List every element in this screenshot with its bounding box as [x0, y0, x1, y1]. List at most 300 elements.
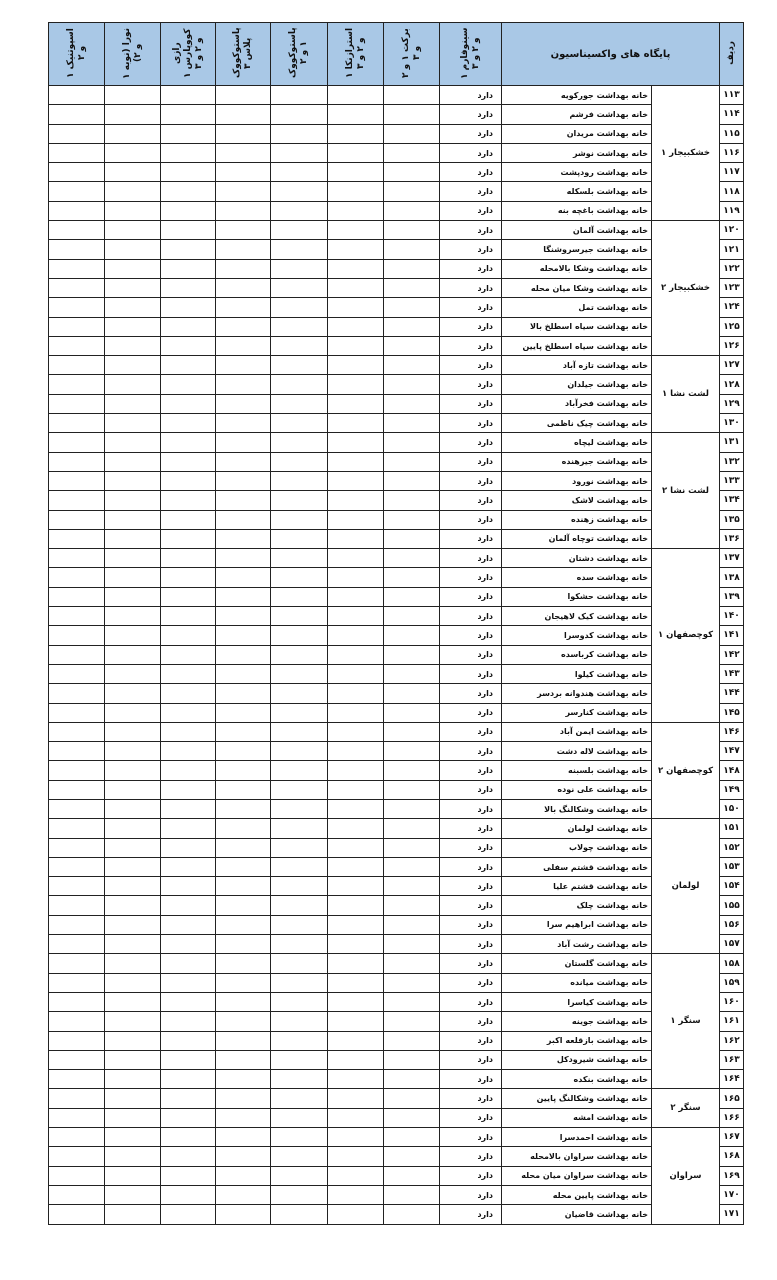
empty-cell [384, 356, 440, 375]
empty-cell [161, 375, 216, 394]
empty-cell [271, 722, 328, 741]
empty-cell [49, 549, 105, 568]
empty-cell [384, 1050, 440, 1069]
sinopharm-availability: دارد [440, 1031, 502, 1050]
empty-cell [271, 414, 328, 433]
empty-cell [271, 761, 328, 780]
header-row-number: ردیف [720, 23, 744, 86]
row-number: ۱۲۴ [720, 298, 744, 317]
table-row [49, 336, 744, 355]
empty-cell [328, 761, 384, 780]
empty-cell [105, 298, 161, 317]
empty-cell [105, 221, 161, 240]
empty-cell [216, 1012, 271, 1031]
empty-cell [49, 1050, 105, 1069]
empty-cell [161, 1089, 216, 1108]
table-row [49, 587, 744, 606]
empty-cell [271, 1166, 328, 1185]
empty-cell [49, 780, 105, 799]
empty-cell [161, 201, 216, 220]
empty-cell [216, 510, 271, 529]
header-astrazeneca: استرازنکا ۱ و ۲ و ۳ [328, 23, 384, 86]
empty-cell [161, 124, 216, 143]
empty-cell [328, 1147, 384, 1166]
sinopharm-availability: دارد [440, 1128, 502, 1147]
empty-cell [49, 1070, 105, 1089]
row-number: ۱۲۹ [720, 394, 744, 413]
empty-cell [271, 298, 328, 317]
health-house-name: خانه بهداشت بلسکله [502, 182, 652, 201]
empty-cell [105, 1050, 161, 1069]
empty-cell [49, 1031, 105, 1050]
health-house-name: خانه بهداشت میانده [502, 973, 652, 992]
empty-cell [49, 143, 105, 162]
empty-cell [271, 143, 328, 162]
table-row [49, 317, 744, 336]
table-row [49, 1205, 744, 1224]
empty-cell [161, 1166, 216, 1185]
empty-cell [384, 124, 440, 143]
empty-cell [216, 877, 271, 896]
sinopharm-availability: دارد [440, 1108, 502, 1127]
empty-cell [384, 529, 440, 548]
empty-cell [216, 1185, 271, 1204]
empty-cell [216, 703, 271, 722]
empty-cell [216, 915, 271, 934]
empty-cell [328, 780, 384, 799]
empty-cell [216, 163, 271, 182]
empty-cell [161, 491, 216, 510]
empty-cell [161, 471, 216, 490]
header-row [49, 23, 744, 86]
row-number: ۱۶۹ [720, 1166, 744, 1185]
empty-cell [105, 336, 161, 355]
empty-cell [216, 240, 271, 259]
empty-cell [105, 1031, 161, 1050]
table-row [49, 394, 744, 413]
table-row [49, 954, 744, 973]
sinopharm-availability: دارد [440, 529, 502, 548]
empty-cell [105, 529, 161, 548]
empty-cell [216, 278, 271, 297]
row-number: ۱۱۵ [720, 124, 744, 143]
empty-cell [161, 356, 216, 375]
empty-cell [105, 1089, 161, 1108]
empty-cell [328, 317, 384, 336]
empty-cell [105, 259, 161, 278]
health-house-name: خانه بهداشت جوینه [502, 1012, 652, 1031]
sinopharm-availability: دارد [440, 954, 502, 973]
empty-cell [384, 819, 440, 838]
health-house-name: خانه بهداشت وشکا میان محله [502, 278, 652, 297]
health-house-name: خانه بهداشت چلک [502, 896, 652, 915]
empty-cell [328, 491, 384, 510]
empty-cell [271, 491, 328, 510]
empty-cell [49, 529, 105, 548]
empty-cell [105, 491, 161, 510]
empty-cell [49, 510, 105, 529]
row-number: ۱۲۶ [720, 336, 744, 355]
empty-cell [271, 105, 328, 124]
empty-cell [216, 221, 271, 240]
empty-cell [105, 954, 161, 973]
header-pastocovac: پاستوکووک ۱ و ۲ [271, 23, 328, 86]
empty-cell [271, 954, 328, 973]
row-number: ۱۶۰ [720, 992, 744, 1011]
empty-cell [271, 1205, 328, 1224]
health-house-name: خانه بهداشت دشتان [502, 549, 652, 568]
health-house-name: خانه بهداشت چولاب [502, 838, 652, 857]
empty-cell [216, 1031, 271, 1050]
empty-cell [161, 626, 216, 645]
empty-cell [384, 954, 440, 973]
empty-cell [328, 394, 384, 413]
empty-cell [105, 1128, 161, 1147]
empty-cell [105, 433, 161, 452]
empty-cell [161, 394, 216, 413]
empty-cell [328, 356, 384, 375]
row-number: ۱۵۱ [720, 819, 744, 838]
empty-cell [271, 1147, 328, 1166]
empty-cell [384, 240, 440, 259]
row-number: ۱۴۰ [720, 607, 744, 626]
empty-cell [161, 1205, 216, 1224]
empty-cell [105, 105, 161, 124]
empty-cell [216, 954, 271, 973]
empty-cell [105, 626, 161, 645]
health-house-name: خانه بهداشت جیرسروشنگا [502, 240, 652, 259]
row-number: ۱۲۲ [720, 259, 744, 278]
empty-cell [384, 1031, 440, 1050]
empty-cell [271, 375, 328, 394]
empty-cell [49, 414, 105, 433]
row-number: ۱۴۲ [720, 645, 744, 664]
empty-cell [49, 259, 105, 278]
table-row [49, 857, 744, 876]
health-house-name: خانه بهداشت فخرآباد [502, 394, 652, 413]
empty-cell [271, 780, 328, 799]
health-house-name: خانه بهداشت جیلدان [502, 375, 652, 394]
sinopharm-availability: دارد [440, 163, 502, 182]
empty-cell [384, 915, 440, 934]
empty-cell [216, 742, 271, 761]
empty-cell [271, 703, 328, 722]
empty-cell [105, 799, 161, 818]
table-row [49, 664, 744, 683]
empty-cell [328, 915, 384, 934]
empty-cell [49, 86, 105, 105]
sinopharm-availability: دارد [440, 568, 502, 587]
health-house-name: خانه بهداشت تازه آباد [502, 356, 652, 375]
empty-cell [216, 626, 271, 645]
empty-cell [161, 954, 216, 973]
empty-cell [161, 221, 216, 240]
empty-cell [161, 317, 216, 336]
table-row [49, 819, 744, 838]
header-novavax: نورا (نوبه ۱ و ۲) [105, 23, 161, 86]
empty-cell [271, 1185, 328, 1204]
empty-cell [384, 992, 440, 1011]
empty-cell [161, 992, 216, 1011]
empty-cell [49, 394, 105, 413]
empty-cell [271, 452, 328, 471]
row-number: ۱۱۳ [720, 86, 744, 105]
empty-cell [271, 529, 328, 548]
row-number: ۱۳۴ [720, 491, 744, 510]
empty-cell [384, 935, 440, 954]
empty-cell [271, 86, 328, 105]
empty-cell [161, 1070, 216, 1089]
health-house-name: خانه بهداشت شیرودکل [502, 1050, 652, 1069]
sinopharm-availability: دارد [440, 336, 502, 355]
empty-cell [105, 356, 161, 375]
empty-cell [328, 143, 384, 162]
empty-cell [271, 221, 328, 240]
empty-cell [384, 607, 440, 626]
table-row [49, 549, 744, 568]
empty-cell [49, 703, 105, 722]
empty-cell [161, 1108, 216, 1127]
empty-cell [49, 877, 105, 896]
health-house-name: خانه بهداشت رودپشت [502, 163, 652, 182]
empty-cell [161, 298, 216, 317]
table-row [49, 163, 744, 182]
health-house-name: خانه بهداشت پایین محله [502, 1185, 652, 1204]
empty-cell [328, 86, 384, 105]
empty-cell [105, 375, 161, 394]
empty-cell [49, 742, 105, 761]
empty-cell [49, 433, 105, 452]
empty-cell [384, 1147, 440, 1166]
row-number: ۱۱۴ [720, 105, 744, 124]
health-house-name: خانه بهداشت جورکویه [502, 86, 652, 105]
empty-cell [105, 877, 161, 896]
empty-cell [384, 143, 440, 162]
header-sinopharm: سینوفارم ۱ و ۲ و ۳ [440, 23, 502, 86]
table-row [49, 259, 744, 278]
health-house-name: خانه بهداشت بنکده [502, 1070, 652, 1089]
health-house-name: خانه بهداشت قاضیان [502, 1205, 652, 1224]
empty-cell [49, 896, 105, 915]
empty-cell [384, 433, 440, 452]
row-number: ۱۶۸ [720, 1147, 744, 1166]
health-house-name: خانه بهداشت نورود [502, 471, 652, 490]
empty-cell [49, 491, 105, 510]
empty-cell [49, 1185, 105, 1204]
health-house-name: خانه بهداشت کیاسرا [502, 992, 652, 1011]
empty-cell [216, 684, 271, 703]
empty-cell [216, 336, 271, 355]
empty-cell [384, 452, 440, 471]
empty-cell [384, 182, 440, 201]
health-house-name: خانه بهداشت وشکالنگ پایین [502, 1089, 652, 1108]
group-name: سنگر ۱ [652, 954, 720, 1089]
empty-cell [271, 433, 328, 452]
health-house-name: خانه بهداشت حشکوا [502, 587, 652, 606]
empty-cell [271, 278, 328, 297]
sinopharm-availability: دارد [440, 375, 502, 394]
table-row [49, 124, 744, 143]
empty-cell [384, 838, 440, 857]
empty-cell [49, 163, 105, 182]
table-row [49, 1185, 744, 1204]
empty-cell [49, 221, 105, 240]
empty-cell [216, 356, 271, 375]
table-row [49, 414, 744, 433]
table-row [49, 703, 744, 722]
group-name: سراوان [652, 1128, 720, 1224]
empty-cell [271, 742, 328, 761]
empty-cell [216, 1128, 271, 1147]
empty-cell [49, 992, 105, 1011]
row-number: ۱۶۴ [720, 1070, 744, 1089]
empty-cell [216, 414, 271, 433]
empty-cell [328, 240, 384, 259]
sinopharm-availability: دارد [440, 896, 502, 915]
empty-cell [384, 201, 440, 220]
empty-cell [328, 259, 384, 278]
row-number: ۱۲۸ [720, 375, 744, 394]
row-number: ۱۴۳ [720, 664, 744, 683]
empty-cell [105, 163, 161, 182]
empty-cell [49, 278, 105, 297]
empty-cell [216, 317, 271, 336]
empty-cell [49, 124, 105, 143]
table-row [49, 626, 744, 645]
health-house-name: خانه بهداشت کنارسر [502, 703, 652, 722]
empty-cell [384, 896, 440, 915]
empty-cell [328, 1070, 384, 1089]
sinopharm-availability: دارد [440, 414, 502, 433]
sinopharm-availability: دارد [440, 356, 502, 375]
empty-cell [161, 240, 216, 259]
row-number: ۱۳۰ [720, 414, 744, 433]
empty-cell [161, 799, 216, 818]
empty-cell [328, 722, 384, 741]
group-name: لشت نشا ۱ [652, 356, 720, 433]
empty-cell [328, 626, 384, 645]
health-house-name: خانه بهداشت احمدسرا [502, 1128, 652, 1147]
health-house-name: خانه بهداشت باغچه بنه [502, 201, 652, 220]
empty-cell [328, 529, 384, 548]
empty-cell [49, 1108, 105, 1127]
sinopharm-availability: دارد [440, 240, 502, 259]
empty-cell [384, 645, 440, 664]
sinopharm-availability: دارد [440, 877, 502, 896]
table-row [49, 1050, 744, 1069]
health-house-name: خانه بهداشت آلمان [502, 221, 652, 240]
table-row [49, 607, 744, 626]
empty-cell [49, 298, 105, 317]
empty-cell [216, 471, 271, 490]
health-house-name: خانه بهداشت لیچاه [502, 433, 652, 452]
empty-cell [161, 877, 216, 896]
empty-cell [328, 549, 384, 568]
empty-cell [216, 935, 271, 954]
empty-cell [271, 838, 328, 857]
health-house-name: خانه بهداشت ابراهیم سرا [502, 915, 652, 934]
row-number: ۱۵۰ [720, 799, 744, 818]
empty-cell [161, 549, 216, 568]
sinopharm-availability: دارد [440, 799, 502, 818]
empty-cell [49, 182, 105, 201]
empty-cell [49, 1147, 105, 1166]
empty-cell [161, 568, 216, 587]
empty-cell [105, 182, 161, 201]
empty-cell [384, 414, 440, 433]
empty-cell [271, 1128, 328, 1147]
empty-cell [216, 1089, 271, 1108]
empty-cell [328, 105, 384, 124]
row-number: ۱۲۰ [720, 221, 744, 240]
empty-cell [271, 896, 328, 915]
empty-cell [216, 433, 271, 452]
health-house-name: خانه بهداشت لاشک [502, 491, 652, 510]
empty-cell [328, 819, 384, 838]
row-number: ۱۳۵ [720, 510, 744, 529]
empty-cell [49, 857, 105, 876]
empty-cell [271, 394, 328, 413]
row-number: ۱۵۲ [720, 838, 744, 857]
empty-cell [161, 336, 216, 355]
empty-cell [105, 1166, 161, 1185]
empty-cell [161, 510, 216, 529]
empty-cell [161, 1128, 216, 1147]
empty-cell [49, 684, 105, 703]
table-row [49, 799, 744, 818]
table-row [49, 143, 744, 162]
empty-cell [105, 317, 161, 336]
empty-cell [271, 317, 328, 336]
header-razi-cov-pars: رازی کووپارس ۱ و ۲ و ۳ [161, 23, 216, 86]
empty-cell [328, 201, 384, 220]
empty-cell [161, 414, 216, 433]
table-row [49, 278, 744, 297]
empty-cell [105, 664, 161, 683]
empty-cell [328, 857, 384, 876]
empty-cell [161, 1012, 216, 1031]
empty-cell [328, 838, 384, 857]
row-number: ۱۵۹ [720, 973, 744, 992]
health-house-name: خانه بهداشت جیرهنده [502, 452, 652, 471]
empty-cell [105, 414, 161, 433]
sinopharm-availability: دارد [440, 124, 502, 143]
empty-cell [49, 317, 105, 336]
empty-cell [271, 915, 328, 934]
empty-cell [384, 973, 440, 992]
empty-cell [384, 742, 440, 761]
empty-cell [328, 1031, 384, 1050]
health-house-name: خانه بهداشت سراوان میان محله [502, 1166, 652, 1185]
empty-cell [105, 684, 161, 703]
sinopharm-availability: دارد [440, 742, 502, 761]
empty-cell [271, 549, 328, 568]
empty-cell [216, 86, 271, 105]
empty-cell [105, 761, 161, 780]
health-house-name: خانه بهداشت کرباسده [502, 645, 652, 664]
empty-cell [328, 298, 384, 317]
sinopharm-availability: دارد [440, 703, 502, 722]
header-barekat: برکت ۱ و ۲ و ۳ [384, 23, 440, 86]
health-house-name: خانه بهداشت سده [502, 568, 652, 587]
row-number: ۱۶۷ [720, 1128, 744, 1147]
row-number: ۱۶۱ [720, 1012, 744, 1031]
row-number: ۱۶۲ [720, 1031, 744, 1050]
empty-cell [105, 915, 161, 934]
table-row [49, 1089, 744, 1108]
empty-cell [105, 278, 161, 297]
sinopharm-availability: دارد [440, 915, 502, 934]
